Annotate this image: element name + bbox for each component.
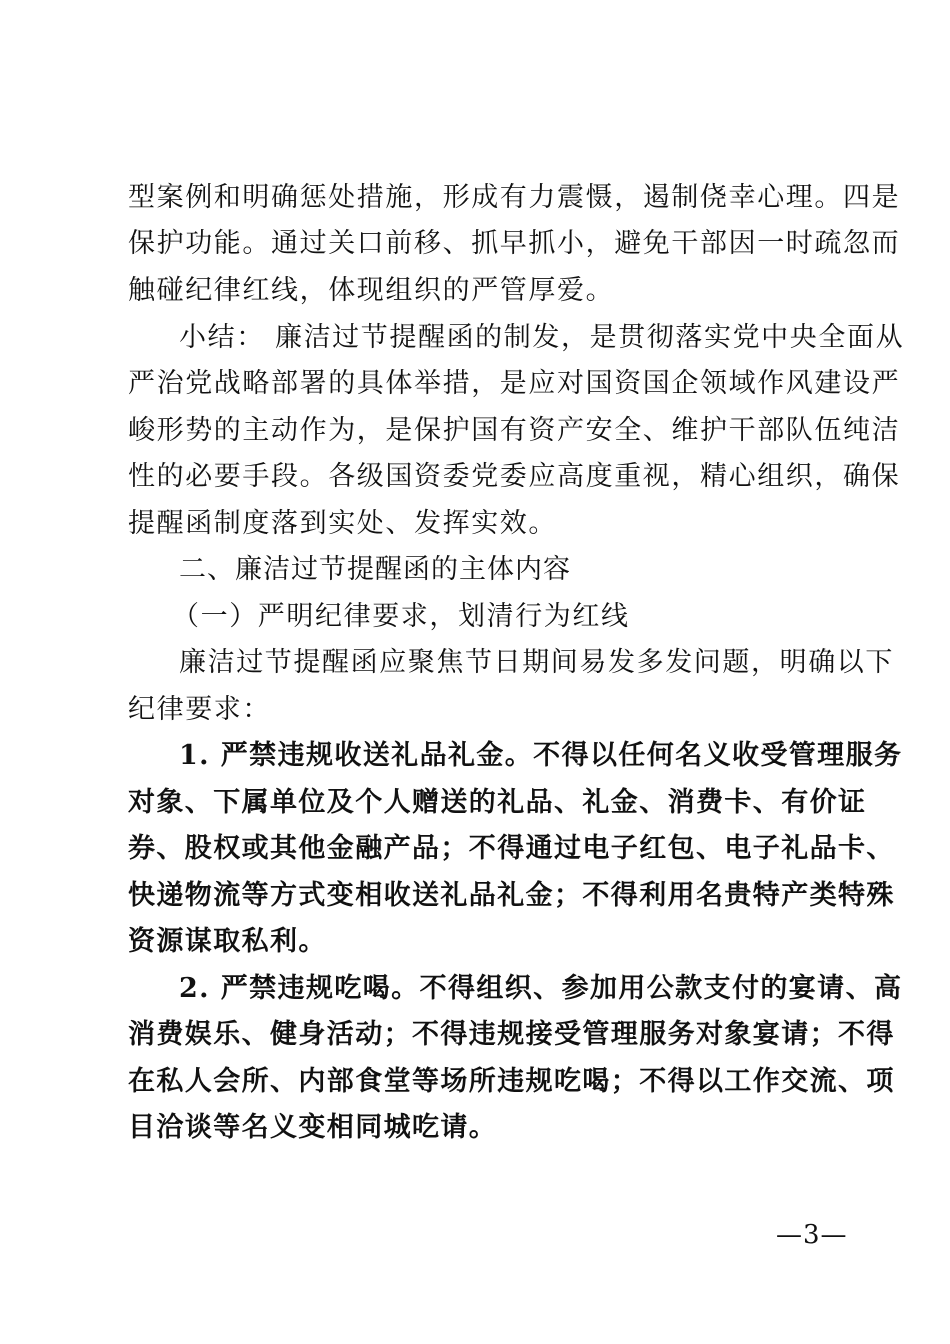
- item-1-line: 1. 严禁违规收送礼品礼金。不得以任何名义收受管理服务: [179, 740, 903, 771]
- subsection-heading: （一）严明纪律要求，划清行为红线: [172, 601, 630, 632]
- item-2-line: 目洽谈等名义变相同城吃请。: [128, 1112, 498, 1143]
- paragraph-line: 型案例和明确惩处措施，形成有力震慑，遏制侥幸心理。四是: [128, 182, 901, 213]
- item-2-line: 2. 严禁违规吃喝。不得组织、参加用公款支付的宴请、高: [179, 973, 903, 1004]
- intro-line: 廉洁过节提醒函应聚焦节日期间易发多发问题，明确以下: [179, 647, 894, 678]
- item-1-line: 对象、下属单位及个人赠送的礼品、礼金、消费卡、有价证: [128, 787, 867, 818]
- item-2-line: 消费娱乐、健身活动；不得违规接受管理服务对象宴请；不得: [128, 1019, 895, 1050]
- summary-line: 小结： 廉洁过节提醒函的制发，是贯彻落实党中央全面从: [179, 322, 905, 353]
- item-1-line: 券、股权或其他金融产品；不得通过电子红包、电子礼品卡、: [128, 833, 895, 864]
- summary-line: 峻形势的主动作为，是保护国有资产安全、维护干部队伍纯洁: [128, 415, 901, 446]
- page-number: —3—: [776, 1220, 848, 1250]
- summary-line: 性的必要手段。各级国资委党委应高度重视，精心组织，确保: [128, 461, 901, 492]
- section-heading: 二、廉洁过节提醒函的主体内容: [179, 554, 571, 585]
- summary-line: 提醒函制度落到实处、发挥实效。: [128, 508, 557, 539]
- item-1-line: 快递物流等方式变相收送礼品礼金；不得利用名贵特产类特殊: [128, 880, 895, 911]
- paragraph-line: 触碰纪律红线，体现组织的严管厚爱。: [128, 275, 615, 306]
- summary-line: 严治党战略部署的具体举措，是应对国资国企领域作风建设严: [128, 368, 901, 399]
- paragraph-line: 保护功能。通过关口前移、抓早抓小，避免干部因一时疏忽而: [128, 228, 901, 259]
- item-1-line: 资源谋取私利。: [128, 926, 327, 957]
- intro-line: 纪律要求：: [128, 694, 271, 725]
- item-2-line: 在私人会所、内部食堂等场所违规吃喝；不得以工作交流、项: [128, 1066, 895, 1097]
